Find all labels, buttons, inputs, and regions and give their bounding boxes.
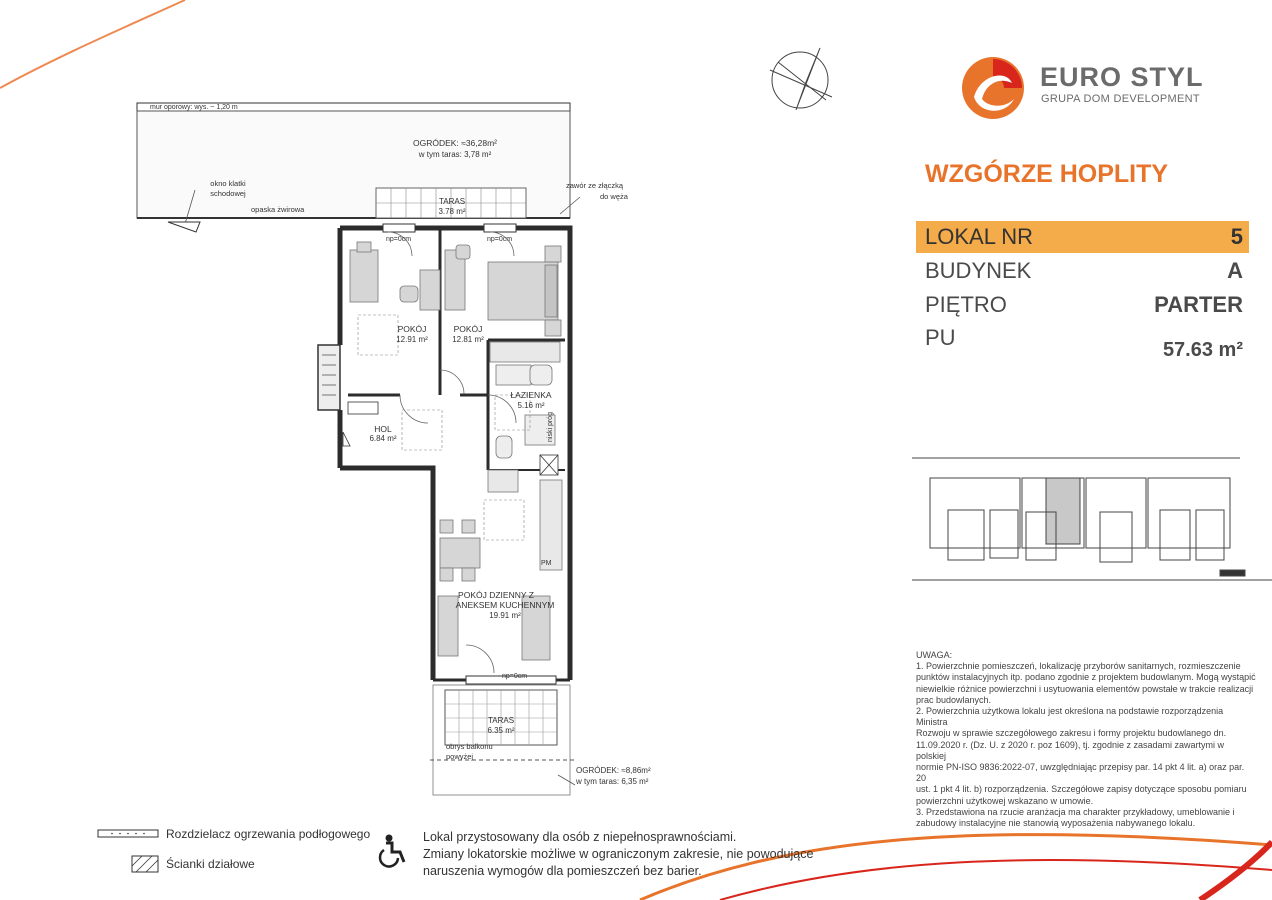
budynek-value: A <box>1227 258 1243 283</box>
threshold-label-2: np=0cm <box>487 236 513 243</box>
legend-heating-label: Rozdzielacz ogrzewania podłogowego <box>166 827 371 841</box>
accessibility-line: naruszenia wymogów dla pomieszczeń bez barier. <box>423 864 702 878</box>
room2-area: 12.81 m² <box>452 335 484 344</box>
garden-top <box>137 103 580 232</box>
notes-line: 3. Przedstawiona na rzucie aranżacja ma charakter przykładowy, umeblowanie i <box>916 806 1235 817</box>
brand-subtitle: GRUPA DOM DEVELOPMENT <box>1041 93 1200 105</box>
room1-area: 12.91 m² <box>396 335 428 344</box>
terrace-bottom-name: TARAS <box>487 716 515 725</box>
lokal-label: LOKAL NR <box>925 224 1034 249</box>
garden-bottom-sub: w tym taras: 6,35 m² <box>576 777 649 786</box>
project-title: WZGÓRZE HOPLITY <box>925 160 1169 188</box>
terrace-top-name: TARAS <box>438 197 466 206</box>
lokal-value: 5 <box>1230 224 1243 249</box>
pu-label: PU <box>925 325 956 350</box>
balcony-outline-label-1: obrys balkonu <box>446 742 493 751</box>
terrace-bottom-area: 6.35 m² <box>487 726 515 735</box>
info-row-pietro <box>916 289 1249 321</box>
decorative-swoosh-corner <box>1200 842 1272 900</box>
room2-name: POKÓJ <box>453 324 483 334</box>
valve-label-2: do węża <box>600 192 628 201</box>
accessibility-line: Zmiany lokatorskie możliwe w ograniczonym zakresie, nie powodujące <box>423 847 814 861</box>
terrace-bottom <box>430 685 575 795</box>
stair-window-label-2: schodowej <box>210 189 246 198</box>
accessibility-note <box>423 829 813 880</box>
notes-line: punktów instalacyjnych itp. podano zgodnie z projektem budowlanym. Mogą wystąpić <box>916 672 1256 683</box>
info-row-lokal <box>916 221 1249 253</box>
notes-line: 11.09.2020 r. (Dz. U. z 2020 r. poz 1609), tj. zgodnie z zasadami zawartymi w polskiej <box>916 739 1224 761</box>
notes-line: ust. 1 pkt 4 lit. b) rozporządzenia. Szczegółowe zapisy dotyczące sposobu pomiaru <box>916 784 1247 795</box>
wheelchair-icon <box>380 835 404 866</box>
decorative-swoosh-top <box>0 0 185 88</box>
low-threshold-label: niski próg <box>547 412 554 442</box>
threshold-label-1: np=0cm <box>386 236 412 243</box>
pietro-value: PARTER <box>1154 292 1243 317</box>
bathroom-area: 5.16 m² <box>517 401 545 410</box>
notes-line: 1. Powierzchnie pomieszczeń, lokalizację przyborów sanitarnych, rozmieszczenie <box>916 661 1241 672</box>
notes-line: prac budowlanych. <box>916 694 992 705</box>
notes-line: zabudowy instalacyjne nie stanowią wyposażenia nabywanego lokalu. <box>916 818 1196 829</box>
living-area: 19.91 m² <box>489 611 521 620</box>
legend-walls-label: Ścianki działowe <box>166 857 255 871</box>
pu-value: 57.63 m² <box>1162 339 1243 361</box>
info-row-pu <box>916 322 1249 367</box>
notes-line: normie PN-ISO 9836:2022-07, uwzględniając przepisy par. 14 pkt 4 lit. a) oraz par. 20 <box>916 762 1245 784</box>
valve-label-1: zawór ze złączką <box>566 181 624 190</box>
hall-area: 6.84 m² <box>369 434 397 443</box>
notes-title: UWAGA: <box>916 650 953 660</box>
threshold-label-3: np=0cm <box>502 673 528 680</box>
gravel-label: opaska żwirowa <box>251 205 305 214</box>
site-plan <box>912 458 1272 580</box>
garden-top-sub: w tym taras: 3,78 m² <box>418 150 492 159</box>
garden-top-name: OGRÓDEK: ≈36,28m² <box>412 138 498 148</box>
notes-line: Rozwoju w sprawie szczegółowego zakresu i formy projektu budowlanego dn. <box>916 728 1227 739</box>
euro-styl-logo <box>960 55 1026 121</box>
pm-label: PM <box>541 560 552 567</box>
info-row-budynek <box>916 255 1249 287</box>
retaining-wall-label: mur oporowy: wys. ~ 1,20 m <box>150 104 238 111</box>
north-arrow-icon <box>770 48 832 110</box>
brand-name: EURO STYL <box>1040 62 1204 92</box>
notes-line: 2. Powierzchnia użytkowa lokalu jest określona na podstawie rozporządzenia Ministra <box>916 706 1224 728</box>
legend-symbols <box>98 830 158 872</box>
notes-line: powierzchni użytkowej wskazano w umowie. <box>916 795 1094 806</box>
living-name-2: ANEKSEM KUCHENNYM <box>455 600 555 610</box>
living-name-1: POKÓJ DZIENNY Z <box>458 590 534 600</box>
garden-bottom-name: OGRÓDEK: ≈8,86m² <box>576 766 651 775</box>
notes-block <box>916 650 1256 829</box>
room1-name: POKÓJ <box>397 324 427 334</box>
budynek-label: BUDYNEK <box>925 258 1032 283</box>
pietro-label: PIĘTRO <box>925 292 1007 317</box>
hall-name: HOL <box>374 424 392 434</box>
stair-window-label-1: okno klatki <box>210 179 246 188</box>
balcony-outline-label-2: powyżej <box>446 752 474 761</box>
bathroom-name: ŁAZIENKA <box>510 390 552 400</box>
accessibility-line: Lokal przystosowany dla osób z niepełnosprawnościami. <box>423 830 737 844</box>
notes-line: niewielkie różnice powierzchni i usytuowania elementów powstałe w trakcie realizacji <box>916 683 1254 694</box>
terrace-top-area: 3.78 m² <box>438 207 466 216</box>
